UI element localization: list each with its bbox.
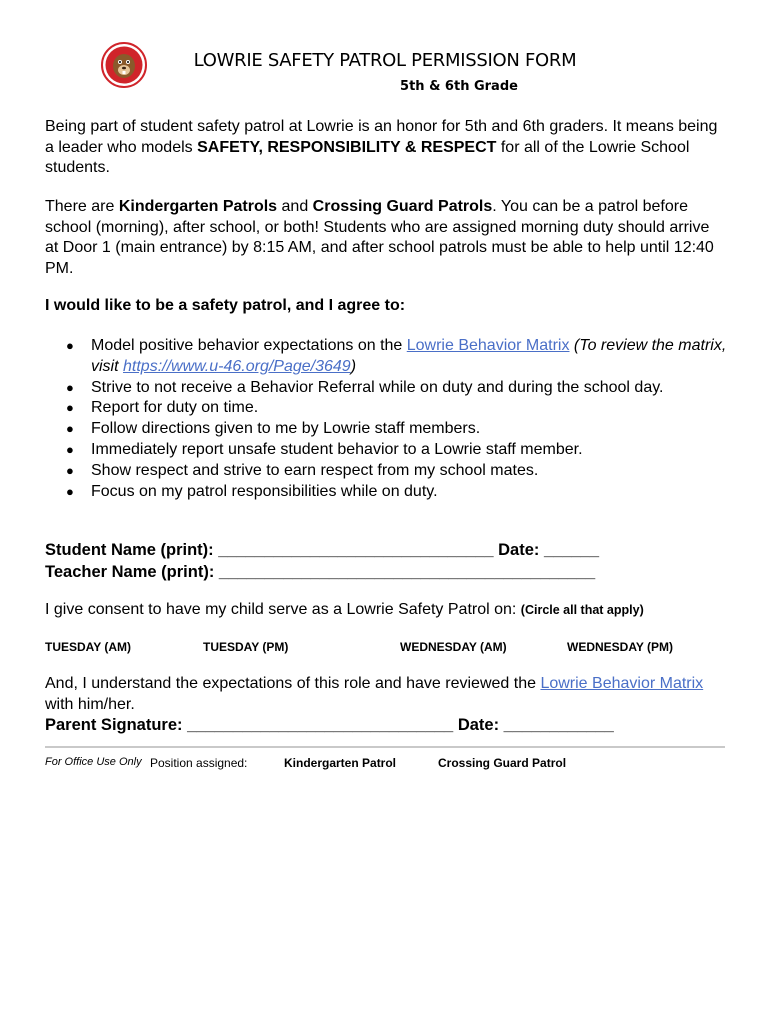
list-item: ● Immediately report unsafe student behavior to a Lowrie staff member.: [66, 440, 583, 458]
list-item: ● Model positive behavior expectations on the Lowrie Behavior Matrix (To review the matrix, visit https://www.u-46.org/Page/3649): [66, 337, 727, 375]
intro-paragraph-2: There are Kindergarten Patrols and Crossing Guard Patrols. You can be a patrol before school (morning), after school, or both! Students who are assigned morning duty should arrive at Door 1 (main entrance) by 8:15 AM, and after school patrols must be able to help until 12:40 PM.: [45, 198, 714, 277]
day-option-wednesday-am[interactable]: WEDNESDAY (AM): [400, 640, 507, 654]
divider: [45, 746, 725, 748]
consent-line: I give consent to have my child serve as a Lowrie Safety Patrol on: (Circle all that apply): [45, 601, 644, 618]
matrix-url-link[interactable]: https://www.u-46.org/Page/3649: [123, 357, 351, 375]
crossing-guard-patrol-option[interactable]: Crossing Guard Patrol: [438, 756, 567, 770]
list-item: ● Show respect and strive to earn respect from my school mates.: [66, 461, 539, 479]
agreement-list: [45, 336, 735, 502]
behavior-matrix-link-2[interactable]: Lowrie Behavior Matrix: [540, 675, 704, 692]
student-name-field[interactable]: Student Name (print): ______________________________ Date: ______: [45, 541, 600, 559]
teacher-name-field[interactable]: Teacher Name (print): _________________________________________: [45, 563, 596, 581]
form-subtitle: 5th & 6th Grade: [400, 79, 518, 94]
kindergarten-patrol-option[interactable]: Kindergarten Patrol: [284, 756, 397, 770]
intro-paragraph-1: Being part of student safety patrol at Lowrie is an honor for 5th and 6th graders. It means being a leader who models SAFETY, RESPONSIBILITY & RESPECT for all of the Lowrie School students.: [45, 118, 718, 176]
day-option-wednesday-pm[interactable]: WEDNESDAY (PM): [567, 640, 674, 654]
position-assigned-label: Position assigned:: [150, 756, 248, 770]
understand-paragraph: And, I understand the expectations of this role and have reviewed the Lowrie Behavior Matrix with him/her.: [45, 675, 704, 713]
office-use-label: For Office Use Only: [45, 756, 142, 768]
list-item: ● Follow directions given to me by Lowrie staff members.: [66, 420, 481, 438]
parent-signature-field[interactable]: Parent Signature: _____________________________ Date: ____________: [45, 716, 614, 734]
list-item: ● Focus on my patrol responsibilities while on duty.: [66, 482, 438, 500]
day-option-tuesday-pm[interactable]: TUESDAY (PM): [203, 640, 289, 654]
form-title: LOWRIE SAFETY PATROL PERMISSION FORM: [193, 50, 577, 71]
agree-heading: I would like to be a safety patrol, and I agree to:: [45, 297, 406, 314]
list-item: ● Report for duty on time.: [66, 399, 259, 417]
list-item: ● Strive to not receive a Behavior Referral while on duty and during the school day.: [66, 378, 664, 396]
day-option-tuesday-am[interactable]: TUESDAY (AM): [45, 640, 132, 654]
behavior-matrix-link[interactable]: Lowrie Behavior Matrix: [406, 337, 570, 354]
